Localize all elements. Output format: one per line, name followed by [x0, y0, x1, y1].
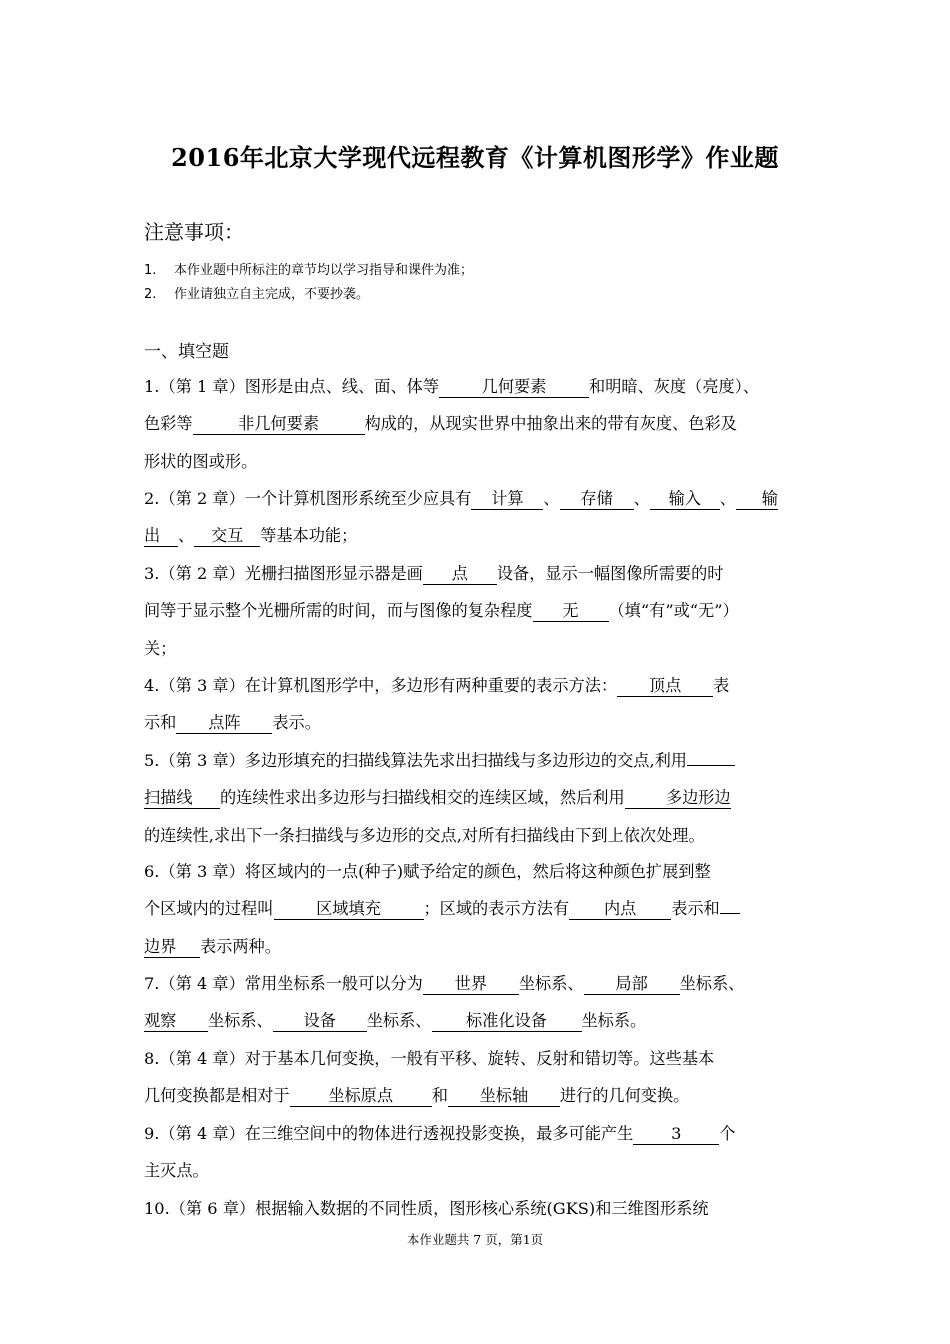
answer-blank: 局部 [584, 974, 680, 995]
answer-blank: 顶点 [617, 676, 713, 697]
note-item: 2. 作业请独立自主完成，不要抄袭。 [144, 287, 370, 302]
question-4 [144, 667, 814, 742]
question-line: 10.（第 6 章）根据输入数据的不同性质，图形核心系统(GKS)和三维图形系统 [144, 1199, 709, 1218]
question-line: 4.（第 3 章）在计算机图形学中，多边形有两种重要的表示方法： 顶点 表 [144, 676, 730, 695]
question-line: 个区域内的过程叫 区域填充 ；区域的表示方法有 内点 表示和 [144, 890, 814, 927]
question-line: 几何变换都是相对于 坐标原点 和 坐标轴 进行的几何变换。 [144, 1086, 690, 1106]
question-line: 示和 点阵 表示。 [144, 713, 321, 733]
answer-blank: 交互 [194, 526, 260, 547]
question-9 [144, 1115, 814, 1190]
answer-blank: 内点 [569, 899, 671, 920]
answer-blank: 边界 [144, 937, 200, 958]
question-line: 色彩等 非几何要素 构成的，从现实世界中抽象出来的带有灰度、色彩及 [144, 414, 737, 434]
notice-heading: 注意事项： [144, 220, 244, 244]
answer-blank: 世界 [423, 974, 519, 995]
question-line: 形状的图或形。 [144, 451, 258, 471]
answer-blank: 3 [633, 1124, 719, 1145]
question-line: 扫描线 的连续性求出多边形与扫描线相交的连续区域，然后利用 多边形边 [144, 788, 731, 808]
question-10 [144, 1190, 814, 1227]
question-line: 出 、 交互 等基本功能； [144, 526, 358, 546]
question-1 [144, 368, 814, 480]
question-line: 6.（第 3 章）将区域内的一点(种子)赋予给定的颜色，然后将这种颜色扩展到整 [144, 862, 711, 881]
answer-blank: 区域填充 [274, 899, 424, 920]
answer-blank: 坐标轴 [448, 1086, 560, 1107]
question-line: 观察 坐标系、 设备 坐标系、 标准化设备 坐标系。 [144, 1011, 647, 1031]
question-line: 9.（第 4 章）在三维空间中的物体进行透视投影变换，最多可能产生 3 个 [144, 1124, 736, 1143]
answer-blank: 存储 [560, 489, 634, 510]
answer-blank: 坐标原点 [290, 1086, 432, 1107]
question-line: 7.（第 4 章）常用坐标系一般可以分为 世界 坐标系、 局部 坐标系、 [144, 974, 745, 993]
answer-blank: 点阵 [176, 713, 272, 734]
note-item: 1. 本作业题中所标注的章节均以学习指导和课件为准； [144, 263, 474, 278]
answer-blank: 出 [144, 526, 178, 547]
answer-blank: 输入 [650, 489, 720, 510]
answer-blank: 设备 [273, 1011, 367, 1032]
question-line: 间等于显示整个光栅所需的时间，而与图像的复杂程度 无 （填“有”或“无”） [144, 601, 739, 621]
answer-blank: 点 [423, 564, 497, 585]
question-line: 边界 表示两种。 [144, 936, 281, 956]
answer-blank [687, 765, 735, 766]
answer-blank: 扫描线 [144, 788, 220, 809]
question-8 [144, 1040, 814, 1115]
answer-blank: 非几何要素 [193, 414, 365, 435]
notes-list [144, 259, 473, 307]
question-line: 8.（第 4 章）对于基本几何变换，一般有平移、旋转、反射和错切等。这些基本 [144, 1049, 715, 1068]
answer-blank [720, 913, 740, 914]
question-5 [144, 742, 814, 854]
answer-blank: 输 [736, 489, 778, 510]
page-footer: 本作业题共 7 页，第1页 [406, 1232, 544, 1247]
answer-blank: 几何要素 [439, 377, 589, 398]
question-6 [144, 853, 814, 965]
question-line: 1.（第 1 章）图形是由点、线、面、体等 几何要素 和明暗、灰度（亮度）、 [144, 377, 760, 396]
answer-blank: 无 [533, 601, 609, 622]
question-7 [144, 965, 814, 1040]
answer-blank: 标准化设备 [432, 1011, 582, 1032]
section-heading: 一、填空题 [144, 342, 229, 362]
question-line: 2.（第 2 章）一个计算机图形系统至少应具有 计算 、 存储 、 输入 、 输 [144, 489, 778, 508]
question-line: 主灭点。 [144, 1161, 209, 1181]
document-title: 2016年北京大学现代远程教育《计算机图形学》作业题 [171, 143, 779, 172]
question-line: 3.（第 2 章）光栅扫描图形显示器是画 点 设备，显示一幅图像所需要的时 [144, 564, 724, 583]
question-line: 5.（第 3 章）多边形填充的扫描线算法先求出扫描线与多边形边的交点,利用 [144, 742, 814, 779]
answer-blank: 多边形边 [625, 788, 731, 809]
question-line: 的连续性,求出下一条扫描线与多边形的交点,对所有扫描线由下到上依次处理。 [144, 825, 705, 845]
question-3 [144, 555, 814, 667]
question-line: 关； [144, 638, 177, 658]
answer-blank: 计算 [471, 489, 543, 510]
question-2 [144, 480, 814, 555]
answer-blank: 观察 [144, 1011, 208, 1032]
